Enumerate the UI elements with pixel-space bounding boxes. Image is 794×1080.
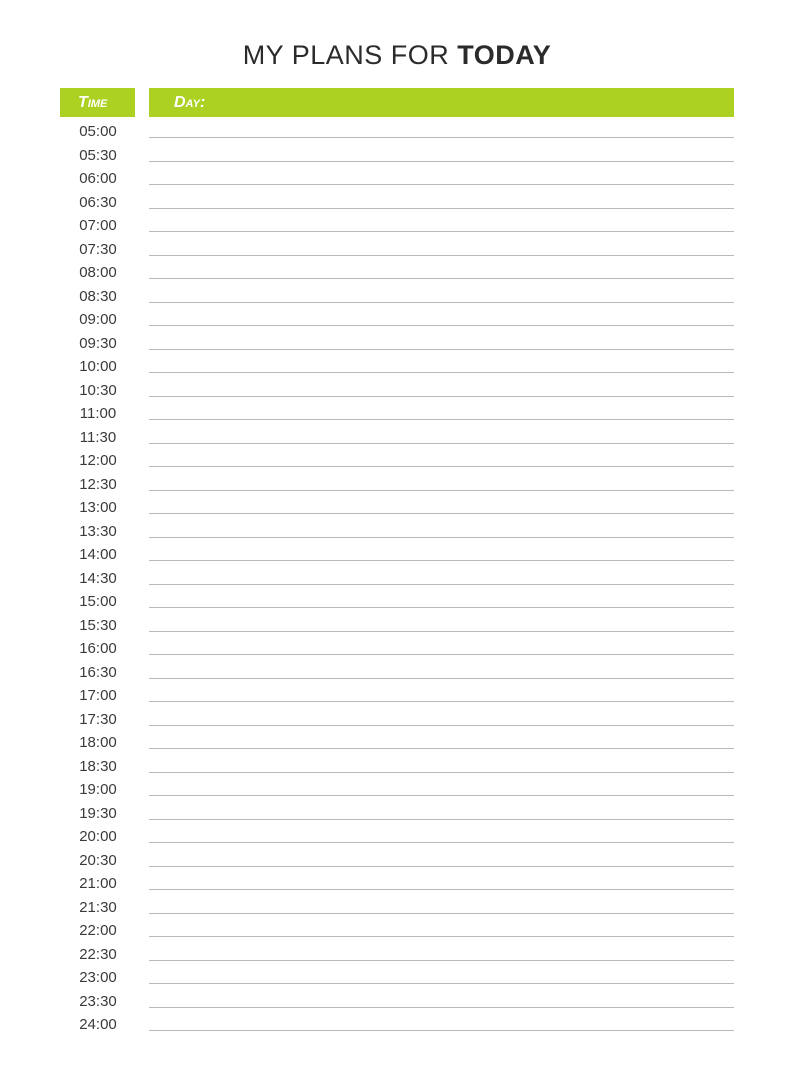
time-label: 12:00: [79, 452, 117, 469]
schedule-row: [0, 238, 794, 262]
writing-line[interactable]: [149, 537, 734, 538]
time-label: 08:00: [79, 264, 117, 281]
writing-line[interactable]: [149, 889, 734, 890]
time-label: 10:30: [79, 381, 117, 399]
writing-line[interactable]: [149, 349, 734, 350]
time-label: 12:30: [79, 475, 117, 493]
writing-line[interactable]: [149, 137, 734, 138]
writing-line[interactable]: [149, 772, 734, 773]
time-label: 14:30: [79, 569, 117, 587]
writing-line[interactable]: [149, 396, 734, 397]
title-bold: TODAY: [457, 40, 552, 70]
time-label: 17:30: [79, 710, 117, 728]
writing-line[interactable]: [149, 184, 734, 185]
writing-line[interactable]: [149, 631, 734, 632]
time-label: 16:30: [79, 663, 117, 681]
schedule-row: [0, 1013, 794, 1037]
schedule-row: [0, 402, 794, 426]
schedule-row: [0, 567, 794, 591]
writing-line[interactable]: [149, 560, 734, 561]
schedule-row: [0, 214, 794, 238]
writing-line[interactable]: [149, 654, 734, 655]
time-label: 17:00: [79, 687, 117, 704]
time-label: 13:30: [79, 522, 117, 540]
day-header-label: Day:: [174, 94, 206, 111]
writing-line[interactable]: [149, 584, 734, 585]
schedule-row: [0, 590, 794, 614]
time-label: 07:30: [79, 240, 117, 258]
title-regular: MY PLANS FOR: [242, 40, 458, 70]
time-label: 16:00: [79, 640, 117, 657]
writing-line[interactable]: [149, 302, 734, 303]
writing-line[interactable]: [149, 678, 734, 679]
schedule-row: [0, 426, 794, 450]
schedule-row: [0, 120, 794, 144]
time-label: 06:00: [79, 170, 117, 187]
time-label: 14:00: [79, 546, 117, 563]
writing-line[interactable]: [149, 513, 734, 514]
writing-line[interactable]: [149, 936, 734, 937]
time-header-label: Time: [78, 94, 108, 111]
schedule-row: [0, 449, 794, 473]
schedule-row: [0, 614, 794, 638]
writing-line[interactable]: [149, 819, 734, 820]
time-label: 18:30: [79, 757, 117, 775]
time-label: 21:30: [79, 898, 117, 916]
time-label: 13:00: [79, 499, 117, 516]
writing-line[interactable]: [149, 913, 734, 914]
time-column-header: [60, 88, 135, 117]
writing-line[interactable]: [149, 960, 734, 961]
time-label: 05:30: [79, 146, 117, 164]
schedule-row: [0, 896, 794, 920]
time-label: 20:30: [79, 851, 117, 869]
schedule-row: [0, 802, 794, 826]
writing-line[interactable]: [149, 1030, 734, 1031]
schedule-row: [0, 285, 794, 309]
writing-line[interactable]: [149, 466, 734, 467]
writing-line[interactable]: [149, 325, 734, 326]
schedule-row: [0, 355, 794, 379]
schedule-row: [0, 943, 794, 967]
writing-line[interactable]: [149, 983, 734, 984]
time-label: 06:30: [79, 193, 117, 211]
schedule-row: [0, 191, 794, 215]
writing-line[interactable]: [149, 866, 734, 867]
time-label: 15:00: [79, 593, 117, 610]
time-label: 11:00: [79, 405, 117, 422]
schedule-row: [0, 473, 794, 497]
time-label: 23:30: [79, 992, 117, 1010]
writing-line[interactable]: [149, 161, 734, 162]
time-label: 08:30: [79, 287, 117, 305]
schedule-row: [0, 496, 794, 520]
time-label: 18:00: [79, 734, 117, 751]
writing-line[interactable]: [149, 231, 734, 232]
schedule-row: [0, 520, 794, 544]
time-label: 15:30: [79, 616, 117, 634]
schedule-row: [0, 778, 794, 802]
writing-line[interactable]: [149, 701, 734, 702]
time-label: 09:00: [79, 311, 117, 328]
time-label: 22:30: [79, 945, 117, 963]
schedule-row: [0, 990, 794, 1014]
writing-line[interactable]: [149, 607, 734, 608]
schedule-row: [0, 849, 794, 873]
writing-line[interactable]: [149, 372, 734, 373]
schedule-row: [0, 308, 794, 332]
day-column-header[interactable]: [149, 88, 734, 117]
writing-line[interactable]: [149, 490, 734, 491]
schedule-row: [0, 731, 794, 755]
time-label: 21:00: [79, 875, 117, 892]
time-label: 19:00: [79, 781, 117, 798]
writing-line[interactable]: [149, 208, 734, 209]
writing-line[interactable]: [149, 842, 734, 843]
schedule-row: [0, 684, 794, 708]
schedule-row: [0, 543, 794, 567]
schedule-row: [0, 379, 794, 403]
schedule-row: [0, 825, 794, 849]
writing-line[interactable]: [149, 443, 734, 444]
time-label: 11:30: [79, 428, 117, 446]
writing-line[interactable]: [149, 1007, 734, 1008]
schedule-row: [0, 144, 794, 168]
schedule-row: [0, 966, 794, 990]
writing-line[interactable]: [149, 795, 734, 796]
writing-line[interactable]: [149, 748, 734, 749]
schedule-row: [0, 872, 794, 896]
writing-line[interactable]: [149, 725, 734, 726]
writing-line[interactable]: [149, 278, 734, 279]
schedule-row: [0, 637, 794, 661]
schedule-row: [0, 708, 794, 732]
time-label: 05:00: [79, 123, 117, 140]
writing-line[interactable]: [149, 419, 734, 420]
schedule-row: [0, 919, 794, 943]
time-label: 09:30: [79, 334, 117, 352]
writing-line[interactable]: [149, 255, 734, 256]
page-title: [0, 40, 794, 71]
schedule-row: [0, 661, 794, 685]
time-label: 23:00: [79, 969, 117, 986]
time-label: 10:00: [79, 358, 117, 375]
time-label: 07:00: [79, 217, 117, 234]
time-label: 24:00: [79, 1016, 117, 1033]
schedule-row: [0, 167, 794, 191]
schedule-row: [0, 261, 794, 285]
time-label: 20:00: [79, 828, 117, 845]
schedule-row: [0, 332, 794, 356]
time-label: 22:00: [79, 922, 117, 939]
time-label: 19:30: [79, 804, 117, 822]
schedule-row: [0, 755, 794, 779]
